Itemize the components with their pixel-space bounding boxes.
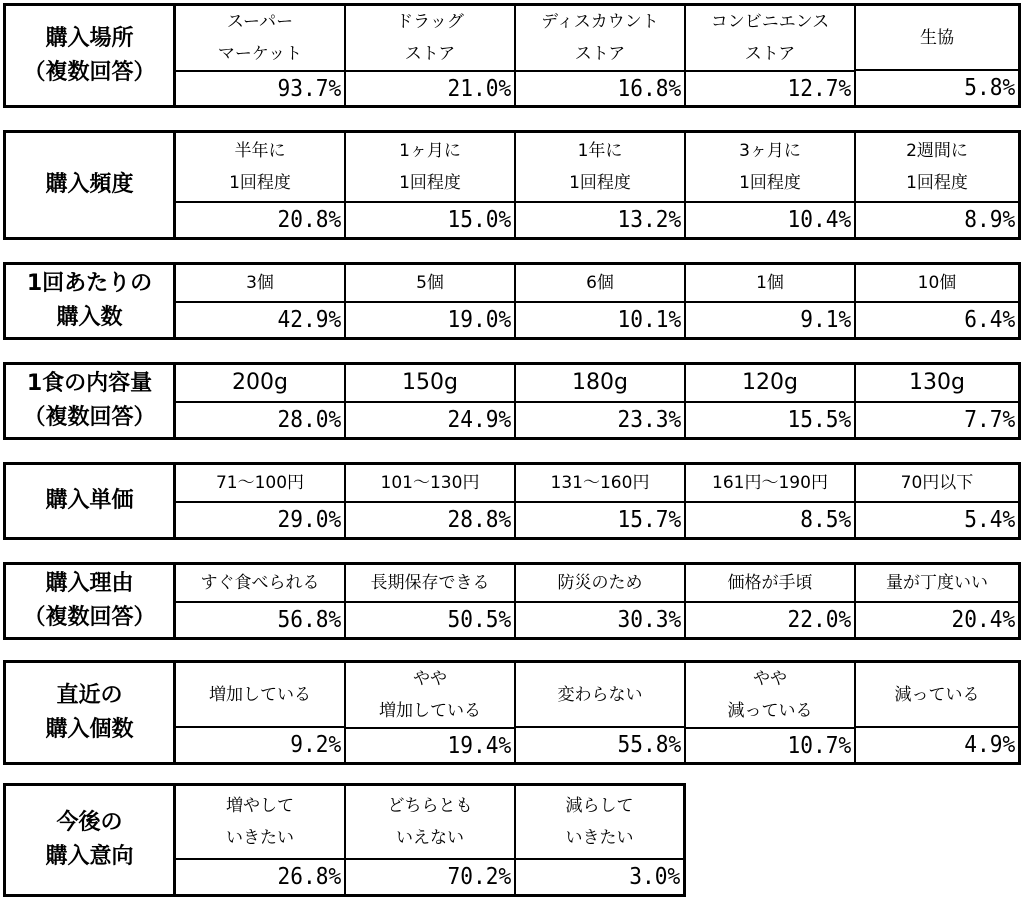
section-block — [3, 660, 1021, 765]
item-label-line: 130g — [909, 370, 965, 395]
item-cell — [686, 565, 856, 637]
item-label — [516, 565, 684, 603]
item-cell — [516, 6, 686, 105]
item-percentage: 10.1% — [617, 307, 682, 333]
item-percentage: 9.2% — [290, 732, 342, 758]
item-label-line: 1個 — [756, 273, 784, 293]
item-percentage: 5.4% — [964, 507, 1016, 533]
item-cell — [686, 133, 856, 237]
item-label-line: 200g — [232, 370, 288, 395]
item-cell — [346, 465, 516, 537]
item-cell — [176, 565, 346, 637]
item-label-line: いきたい — [565, 828, 634, 848]
section-title-line: 購入個数 — [45, 716, 134, 742]
section-block — [3, 130, 1021, 240]
item-label-line: 2週間に — [906, 141, 968, 161]
item-label-line: 71〜100円 — [215, 473, 305, 493]
item-label-line: コンビニエンス — [710, 12, 830, 32]
section-block — [3, 3, 1021, 108]
item-percentage: 19.4% — [447, 733, 512, 759]
item-percentage: 10.7% — [787, 733, 852, 759]
item-cell — [346, 133, 516, 237]
item-cell — [516, 465, 686, 537]
item-percentage: 6.4% — [964, 307, 1016, 333]
item-label — [856, 565, 1018, 603]
item-percentage: 93.7% — [277, 76, 342, 102]
item-percentage: 24.9% — [447, 407, 512, 433]
item-label — [686, 465, 854, 503]
item-label-line: いきたい — [226, 828, 294, 848]
item-cell — [516, 133, 686, 237]
item-label — [686, 265, 854, 303]
item-label-line: 減っている — [894, 684, 980, 705]
item-label-line: 70円以下 — [900, 473, 974, 493]
item-label-line: 増加している — [379, 701, 481, 721]
item-label-line: マーケット — [217, 44, 303, 64]
item-percentage: 10.4% — [787, 207, 852, 233]
item-label-line: 5個 — [416, 273, 444, 293]
item-label-line: 変わらない — [557, 684, 643, 705]
item-cell — [516, 786, 683, 894]
item-cell — [856, 663, 1018, 762]
section-title-line: （複数回答） — [23, 405, 156, 430]
item-label-line: 10個 — [917, 273, 957, 293]
item-cell — [856, 365, 1018, 437]
item-label-line: 180g — [572, 370, 628, 395]
item-label-line: 価格が手頃 — [727, 573, 813, 593]
item-percentage: 8.5% — [800, 507, 852, 533]
section-title — [6, 663, 176, 762]
item-percentage: 29.0% — [277, 507, 342, 533]
section-title — [6, 565, 176, 637]
item-label-line: ストア — [404, 44, 456, 64]
item-label — [516, 786, 683, 860]
item-label — [176, 663, 344, 728]
item-label-line: ドラッグ — [396, 12, 464, 32]
item-percentage: 13.2% — [617, 207, 682, 233]
item-percentage: 20.4% — [951, 607, 1016, 633]
item-label-line: 減っている — [727, 701, 813, 721]
item-label — [516, 365, 684, 403]
item-cell — [686, 6, 856, 105]
section-title-line: 購入単価 — [45, 488, 134, 513]
section-title — [6, 6, 176, 105]
item-label-line: 101〜130円 — [380, 473, 480, 493]
item-cell — [686, 365, 856, 437]
item-label-line: いえない — [396, 828, 464, 848]
item-percentage: 20.8% — [277, 207, 342, 233]
item-label-line: 量が丁度いい — [886, 573, 988, 593]
item-label-line: 1回程度 — [399, 173, 461, 193]
item-cell — [346, 565, 516, 637]
item-percentage: 15.7% — [617, 507, 682, 533]
item-cell — [856, 265, 1018, 337]
item-cell — [176, 365, 346, 437]
item-percentage: 12.7% — [787, 76, 852, 102]
item-label-line: 長期保存できる — [370, 573, 490, 593]
section-title — [6, 365, 176, 437]
item-percentage: 50.5% — [447, 607, 512, 633]
item-label-line: ストア — [574, 44, 626, 64]
item-label — [856, 465, 1018, 503]
item-label-line: 減らして — [565, 796, 634, 816]
item-label — [346, 6, 514, 72]
item-cell — [516, 565, 686, 637]
section-title — [6, 133, 176, 237]
section-block — [3, 562, 1021, 640]
section-title-line: 購入意向 — [45, 844, 134, 869]
item-cell — [346, 265, 516, 337]
item-cell — [176, 133, 346, 237]
item-label-line: 1ヶ月に — [399, 141, 461, 161]
item-label — [176, 465, 344, 503]
item-label-line: 1回程度 — [569, 173, 631, 193]
item-label — [346, 365, 514, 403]
item-label-line: スーパー — [226, 12, 294, 32]
item-percentage: 30.3% — [617, 607, 682, 633]
item-label — [346, 133, 514, 203]
item-cell — [856, 6, 1018, 105]
item-label — [686, 565, 854, 603]
item-label-line: 120g — [742, 370, 798, 395]
item-label — [346, 565, 514, 603]
item-label — [346, 465, 514, 503]
item-cell — [176, 6, 346, 105]
item-label — [346, 663, 514, 729]
item-cell — [176, 265, 346, 337]
item-label — [176, 786, 344, 860]
section-title-line: 1回あたりの — [26, 271, 153, 296]
item-label — [686, 133, 854, 203]
item-cell — [346, 365, 516, 437]
section-title-line: 購入頻度 — [45, 172, 134, 197]
item-percentage: 15.5% — [787, 407, 852, 433]
section-title — [6, 786, 176, 894]
item-label — [856, 6, 1018, 71]
item-percentage: 19.0% — [447, 307, 512, 333]
item-label — [516, 133, 684, 203]
item-label — [686, 663, 854, 729]
item-cell — [516, 265, 686, 337]
item-cell — [686, 663, 856, 762]
item-cell — [346, 786, 516, 894]
item-cell — [346, 663, 516, 762]
item-percentage: 56.8% — [277, 607, 342, 633]
item-label-line: 1回程度 — [229, 173, 291, 193]
item-label-line: ディスカウント — [541, 12, 659, 32]
item-label-line: 1回程度 — [906, 173, 968, 193]
section-title-line: 今後の — [56, 810, 123, 835]
item-percentage: 15.0% — [447, 207, 512, 233]
item-label — [686, 6, 854, 72]
item-percentage: 42.9% — [277, 307, 342, 333]
section-title-line: 購入場所 — [45, 25, 134, 51]
item-percentage: 28.8% — [447, 507, 512, 533]
item-percentage: 26.8% — [277, 864, 342, 890]
item-percentage: 5.8% — [964, 75, 1016, 101]
section-title — [6, 465, 176, 537]
item-label-line: 150g — [402, 370, 458, 395]
item-label-line: 131〜160円 — [550, 473, 650, 493]
section-title-line: （複数回答） — [23, 59, 156, 85]
item-label — [856, 365, 1018, 403]
item-label — [856, 265, 1018, 303]
item-cell — [346, 6, 516, 105]
item-label-line: 161円〜190円 — [712, 473, 828, 493]
section-block — [3, 783, 686, 897]
item-percentage: 70.2% — [447, 864, 512, 890]
item-percentage: 23.3% — [617, 407, 682, 433]
item-label — [856, 663, 1018, 728]
item-percentage: 9.1% — [800, 307, 852, 333]
item-cell — [686, 465, 856, 537]
section-block — [3, 462, 1021, 540]
item-label-line: ストア — [744, 44, 796, 64]
item-cell — [516, 663, 686, 762]
item-label-line: どちらとも — [387, 796, 473, 816]
item-percentage: 3.0% — [629, 864, 681, 890]
section-title-line: 1食の内容量 — [26, 371, 153, 396]
item-cell — [176, 465, 346, 537]
item-label — [516, 6, 684, 72]
item-label — [176, 565, 344, 603]
item-percentage: 16.8% — [617, 76, 682, 102]
item-percentage: 22.0% — [787, 607, 852, 633]
item-percentage: 8.9% — [964, 207, 1016, 233]
item-percentage: 4.9% — [964, 732, 1016, 758]
item-label-line: 1年に — [577, 141, 623, 161]
section-block — [3, 362, 1021, 440]
item-label-line: やや — [753, 669, 787, 689]
item-label — [686, 365, 854, 403]
item-label — [516, 465, 684, 503]
item-cell — [856, 465, 1018, 537]
item-cell — [176, 786, 346, 894]
item-cell — [856, 133, 1018, 237]
section-title-line: 購入理由 — [45, 571, 134, 596]
item-percentage: 21.0% — [447, 76, 512, 102]
section-title-line: （複数回答） — [23, 605, 156, 630]
item-label-line: すぐ食べられる — [200, 573, 320, 593]
item-label-line: 1回程度 — [739, 173, 801, 193]
item-label — [346, 786, 514, 860]
item-cell — [856, 565, 1018, 637]
item-percentage: 7.7% — [964, 407, 1016, 433]
item-label — [176, 6, 344, 72]
section-title-line: 直近の — [56, 682, 123, 708]
item-label — [346, 265, 514, 303]
item-label-line: 半年に — [234, 141, 286, 161]
item-cell — [686, 265, 856, 337]
item-label-line: 生協 — [920, 27, 954, 48]
section-block — [3, 262, 1021, 340]
item-label — [856, 133, 1018, 203]
section-title-line: 購入数 — [56, 305, 123, 330]
item-label-line: 6個 — [586, 273, 614, 293]
item-label-line: 増やして — [226, 796, 294, 816]
item-label-line: 3ヶ月に — [739, 141, 801, 161]
item-label — [176, 365, 344, 403]
item-label-line: 防災のため — [557, 573, 643, 593]
item-label-line: 3個 — [246, 273, 274, 293]
item-percentage: 55.8% — [617, 732, 682, 758]
item-cell — [516, 365, 686, 437]
item-percentage: 28.0% — [277, 407, 342, 433]
item-cell — [176, 663, 346, 762]
item-label — [176, 265, 344, 303]
item-label — [516, 265, 684, 303]
item-label — [176, 133, 344, 203]
item-label-line: やや — [413, 669, 447, 689]
item-label — [516, 663, 684, 728]
section-title — [6, 265, 176, 337]
item-label-line: 増加している — [209, 684, 311, 705]
